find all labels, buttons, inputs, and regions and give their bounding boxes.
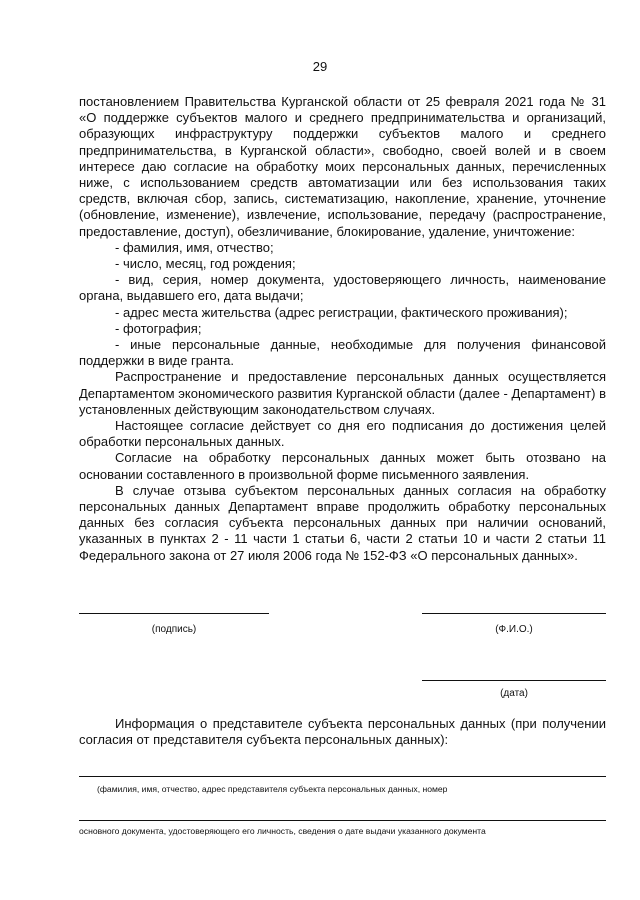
- consent-body: [79, 94, 606, 564]
- revocation-paragraph: Согласие на обработку персональных данных может быть отозвано на основании составленного в произвольной форме письменного заявления.: [79, 450, 606, 482]
- page-number: 29: [312, 59, 328, 74]
- data-list-item: - фотография;: [115, 320, 202, 336]
- data-list-item: - иные персональные данные, необходимые для получения финансовой поддержки в виде гранта.: [79, 337, 606, 369]
- representative-line-2[interactable]: [79, 820, 606, 821]
- continued-processing-paragraph: В случае отзыва субъектом персональных данных согласия на обработку персональных данных Департамент вправе продолжить обработку персональных данных без согласия субъекта персональных данных при наличии оснований, указанных в пунктах 2 - 11 части 1 статьи 6, части 2 статьи 10 и части 2 статьи 11 Федерального закона от 27 июля 2006 года № 152-ФЗ «О персональных данных».: [79, 482, 606, 563]
- data-list-item: - число, месяц, год рождения;: [115, 256, 296, 272]
- consent-paragraph: постановлением Правительства Курганской области от 25 февраля 2021 года № 31 «О поддержке субъектов малого и среднего предпринимательства и организаций, образующих инфраструктуру поддержки субъектов малого и среднего предпринимательства, в Курганской области», свободно, своей волей и в своем интересе даю согласие на обработку моих персональных данных, перечисленных ниже, с использованием средств автоматизации или без использования таких средств, включая сбор, запись, систематизацию, накопление, хранение, уточнение (обновление, изменение), извлечение, использование, передачу (распространение, предоставление, доступ), обезличивание, блокирование, удаление, уничтожение:: [79, 94, 606, 239]
- data-list-item: - адрес места жительства (адрес регистрации, фактического проживания);: [115, 304, 568, 320]
- representative-line-1[interactable]: [79, 776, 606, 777]
- representative-caption-1: (фамилия, имя, отчество, адрес представителя субъекта персональных данных, номер: [97, 784, 448, 794]
- full-name-line[interactable]: [422, 613, 606, 614]
- full-name-caption: (Ф.И.О.): [495, 624, 533, 635]
- date-caption: (дата): [500, 688, 528, 699]
- signature-line[interactable]: [79, 613, 269, 614]
- date-line[interactable]: [422, 680, 606, 681]
- data-list-item: - вид, серия, номер документа, удостоверяющего личность, наименование органа, выдавшего его, дата выдачи;: [79, 272, 606, 304]
- representative-caption-2: основного документа, удостоверяющего его личность, сведения о дате выдачи указанного документа: [79, 826, 486, 836]
- signature-caption: (подпись): [151, 624, 197, 635]
- validity-paragraph: Настоящее согласие действует со дня его подписания до достижения целей обработки персональных данных.: [79, 418, 606, 450]
- data-list-item: - фамилия, имя, отчество;: [115, 239, 274, 255]
- representative-info-text: Информация о представителе субъекта персональных данных (при получении согласия от представителя субъекта персональных данных):: [79, 716, 606, 748]
- distribution-paragraph: Распространение и предоставление персональных данных осуществляется Департаментом экономического развития Курганской области (далее - Департамент) в установленных действующим законодательством случаях.: [79, 369, 606, 417]
